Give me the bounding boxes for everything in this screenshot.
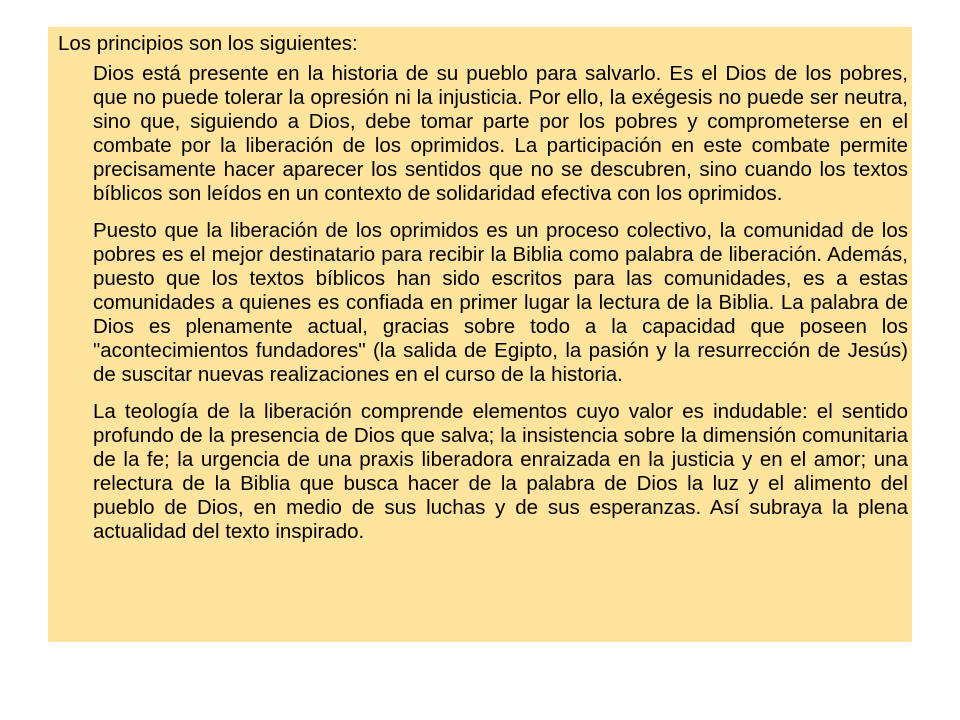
paragraph-3: La teología de la liberación comprende elementos cuyo valor es indudable: el sentido profundo de la presencia de Dios que salva; la insistencia sobre la dimensión comunitaria de la fe; la urgencia de una praxis liberadora enraizada en la justicia y en el amor; una relectura de la Biblia que busca hacer de la palabra de Dios la luz y el alimento del pueblo de Dios, en medio de sus luchas y de sus esperanzas. Así subraya la plena actualidad del texto inspirado.	[93, 400, 908, 543]
paragraph-1: Dios está presente en la historia de su pueblo para salvarlo. Es el Dios de los pobres, que no puede tolerar la opresión ni la injusticia. Por ello, la exégesis no puede ser neutra, sino que, siguiendo a Dios, debe tomar parte por los pobres y comprometerse en el combate por la liberación de los oprimidos. La participación en este combate permite precisamente hacer aparecer los sentidos que no se descubren, sino cuando los textos bíblicos son leídos en un contexto de solidaridad efectiva con los oprimidos.	[93, 62, 908, 205]
text-content	[58, 32, 908, 544]
intro-line: Los principios son los siguientes:	[58, 32, 358, 55]
paragraph-2: Puesto que la liberación de los oprimidos es un proceso colectivo, la comunidad de los pobres es el mejor destinatario para recibir la Biblia como palabra de liberación. Además, puesto que los textos bíblicos han sido escritos para las comunidades, es a estas comunidades a quienes es confiada en primer lugar la lectura de la Biblia. La palabra de Dios es plenamente actual, gracias sobre todo a la capacidad que poseen los "acontecimientos fundadores" (la salida de Egipto, la pasión y la resurrección de Jesús) de suscitar nuevas realizaciones en el curso de la historia.	[93, 219, 908, 386]
